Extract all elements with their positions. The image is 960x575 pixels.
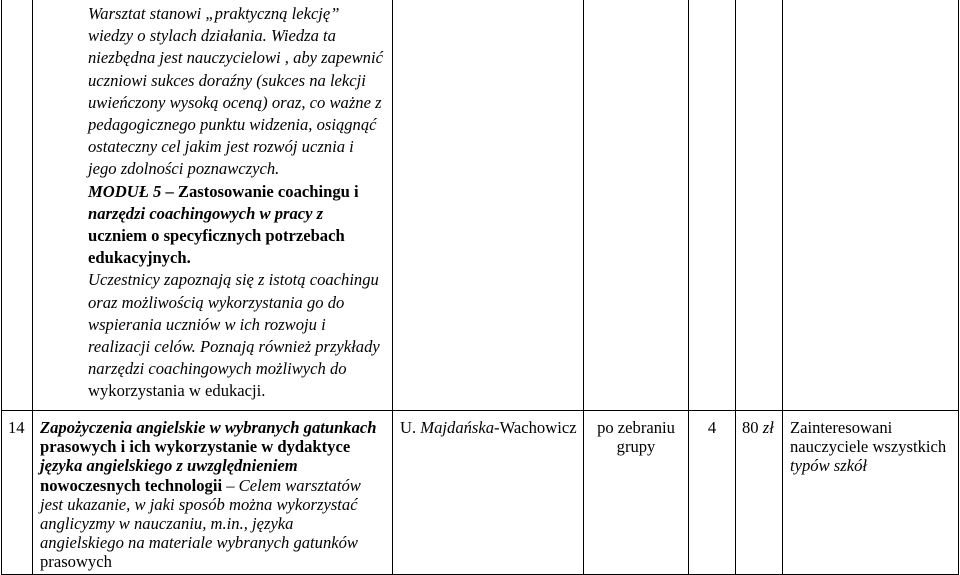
module-label: MODUŁ 5 — [88, 181, 162, 201]
workshop-description-line: jest ukazanie, w jaki sposób można wykorzystać — [40, 494, 358, 514]
module-title-line: edukacyjnych. — [88, 248, 191, 268]
description-line: niezbędna jest nauczycielowi , aby zapewnić — [88, 48, 383, 68]
schedule-cell — [583, 411, 688, 575]
audience-line: typów szkół — [790, 456, 867, 476]
schedule-cell — [583, 0, 688, 411]
module-title-text: – Zastosowanie coachingu i — [165, 181, 359, 201]
instructor-cell — [392, 411, 583, 575]
hours-value: 4 — [707, 418, 717, 437]
module-description-line: wykorzystania w edukacji. — [88, 381, 266, 401]
description-line: wiedzy o stylach działania. Wiedza ta — [88, 26, 336, 46]
module-description-line: wspierania uczniów w ich rozwoju i — [88, 314, 326, 334]
description-line: uwieńczony wysoką oceną) oraz, co ważne z — [88, 92, 382, 112]
instructor-cell — [392, 0, 583, 411]
row-number-cell — [1, 0, 32, 411]
hours-cell — [688, 411, 735, 575]
module-title-line: uczniem o specyficznych potrzebach — [88, 226, 345, 246]
price-currency: zł — [762, 418, 774, 437]
audience-line: nauczyciele wszystkich — [790, 437, 947, 457]
price-cell — [735, 411, 782, 575]
workshop-title-line: prasowych i ich wykorzystanie w dydaktyce — [40, 437, 351, 457]
workshop-title-line — [40, 476, 392, 495]
audience-line: Zainteresowani — [790, 418, 893, 437]
workshop-title-end: nowoczesnych technologii — [40, 475, 223, 495]
workshop-description-lead: – Celem warsztatów — [226, 475, 361, 495]
workshop-title-line: języka angielskiego z uwzględnieniem — [40, 456, 298, 476]
row-number: 14 — [8, 418, 25, 437]
workshop-description-line: prasowych — [40, 552, 112, 572]
audience-cell — [782, 0, 959, 411]
module-description-line: realizacji celów. Poznają również przykłady — [88, 337, 380, 357]
module-description-line: Uczestnicy zapoznają się z istotą coachingu — [88, 270, 379, 290]
workshop-description-cell — [32, 411, 392, 575]
workshop-title-line: Zapożyczenia angielskie w wybranych gatunkach — [40, 418, 377, 437]
instructor-surname-part2: -Wachowicz — [494, 418, 577, 437]
description-line: Warsztat stanowi „praktyczną lekcję” — [88, 4, 340, 23]
module-title-line: narzędzi coachingowych w pracy z — [88, 203, 324, 223]
row-number-cell — [1, 411, 32, 575]
price-amount: 80 — [742, 418, 759, 437]
workshop-description-line: angielskiego na materiale wybranych gatunków — [40, 533, 358, 553]
module-description-line: oraz możliwością wykorzystania go do — [88, 292, 345, 312]
description-line: jego zdolności poznawczych. — [88, 159, 280, 179]
description-line: uczniowi sukces doraźny (sukces na lekcji — [88, 70, 366, 90]
instructor-name — [400, 418, 583, 437]
workshop-description-cell — [32, 0, 392, 411]
price-cell — [735, 0, 782, 411]
description-line: pedagogicznego punktu widzenia, osiągnąć — [88, 115, 377, 135]
description-line: ostateczny cel jakim jest rozwój ucznia i — [88, 137, 354, 157]
schedule-line: po zebraniu — [597, 418, 675, 437]
instructor-surname-part1: Majdańska — [420, 418, 495, 437]
audience-cell — [782, 411, 959, 575]
hours-cell — [688, 0, 735, 411]
module-title-line — [88, 181, 392, 203]
price-value — [742, 418, 782, 437]
schedule-line: grupy — [616, 437, 656, 457]
module-description-line: narzędzi coachingowych możliwych do — [88, 359, 347, 379]
instructor-initial: U. — [400, 418, 417, 437]
workshop-description-line: anglicyzmy w nauczaniu, m.in., języka — [40, 514, 294, 534]
